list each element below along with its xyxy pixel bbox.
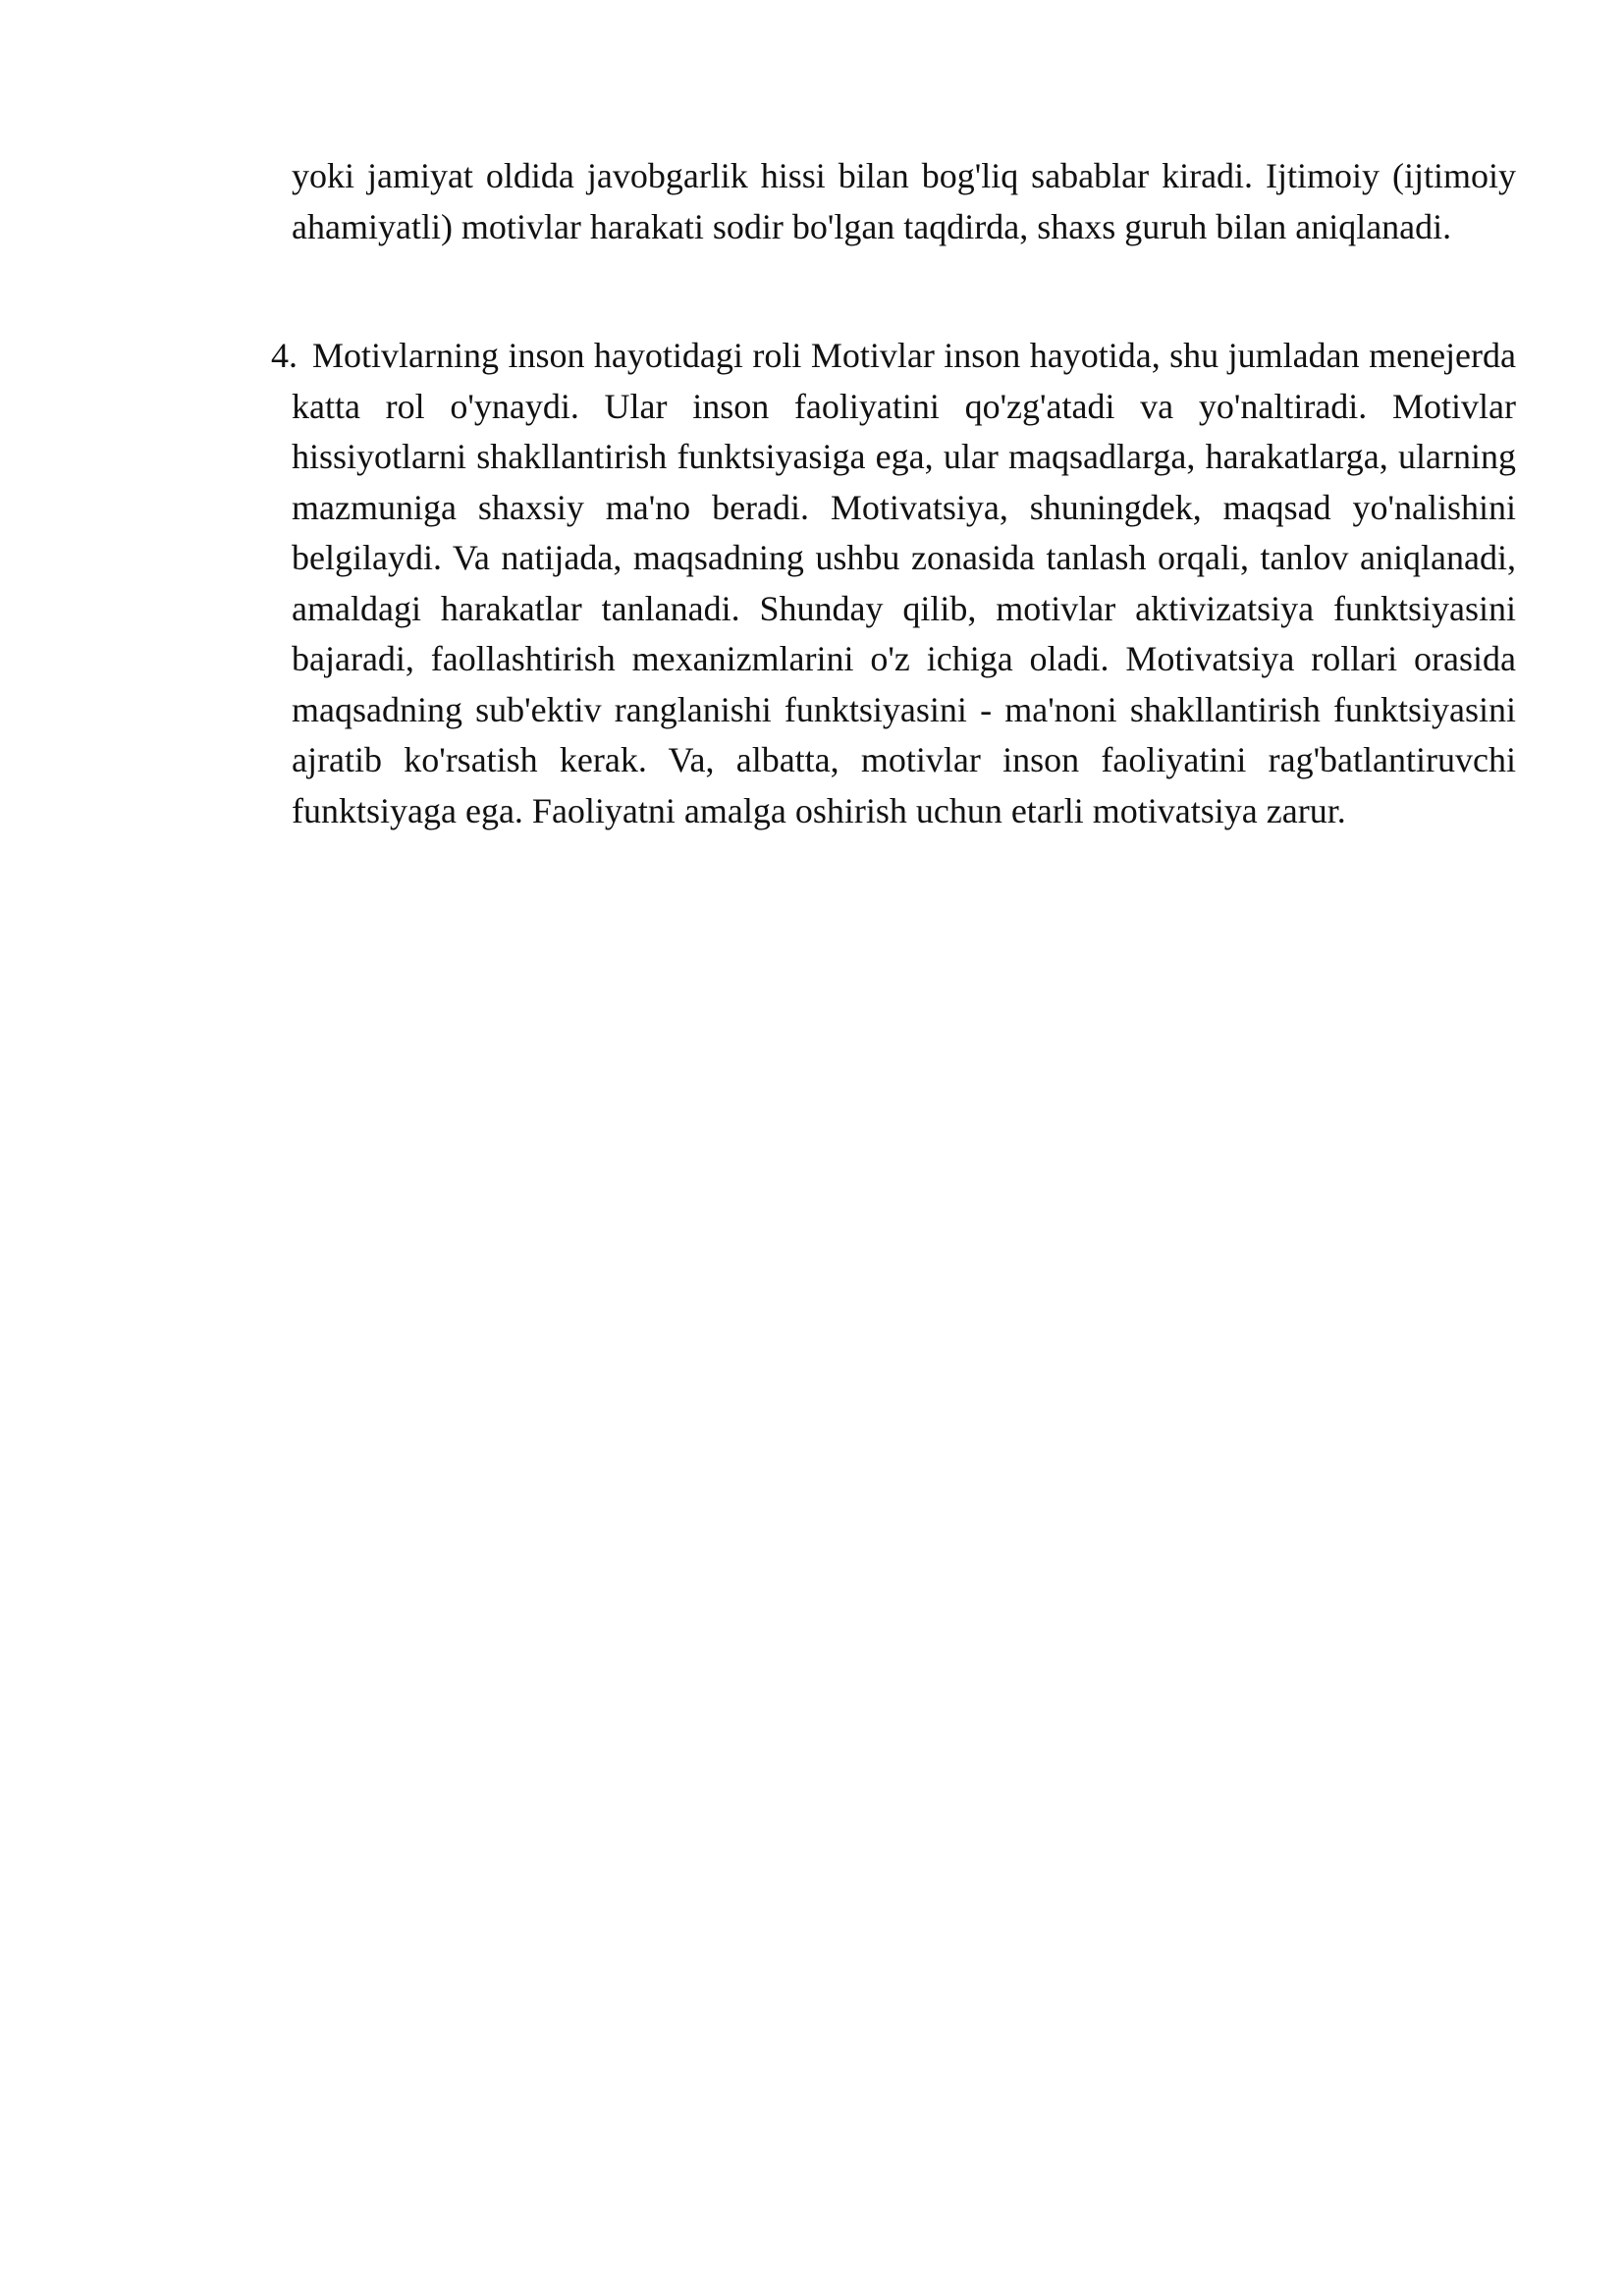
continuation-paragraph: yoki jamiyat oldida javobgarlik hissi bilan bog'liq sabablar kiradi. Ijtimoiy (ijtimoiy ahamiyatli) motivlar harakati sodir bo'lgan taqdirda, shaxs guruh bilan aniqlanadi. xyxy=(292,156,1516,246)
list-item-text: Motivlarning inson hayotidagi roli Motivlar inson hayotida, shu jumladan menejerda katta rol o'ynaydi. Ular inson faoliyatini qo'zg'atadi va yo'naltiradi. Motivlar hissiyotlarni shakllantirish funktsiyasiga ega, ular maqsadlarga, harakatlarga, ularning mazmuniga shaxsiy ma'no beradi. Motivatsiya, shuningdek, maqsad yo'nalishini belgilaydi. Va natijada, maqsadning ushbu zonasida tanlash orqali, tanlov aniqlanadi, amaldagi harakatlar tanlanadi. Shunday qilib, motivlar aktivizatsiya funktsiyasini bajaradi, faollashtirish mexanizmlarini o'z ichiga oladi. Motivatsiya rollari orasida maqsadning sub'ektiv ranglanishi funktsiyasini - ma'noni shakllantirish funktsiyasini ajratib ko'rsatish kerak. Va, albatta, motivlar inson faoliyatini rag'batlantiruvchi funktsiyaga ega. Faoliyatni amalga oshirish uchun etarli motivatsiya zarur. xyxy=(292,336,1516,830)
numbered-list-item: 4. Motivlarning inson hayotidagi roli Motivlar inson hayotida, shu jumladan menejerda katta rol o'ynaydi. Ular inson faoliyatini qo'zg'atadi va yo'naltiradi. Motivlar hissiyotlarni shakllantirish funktsiyasiga ega, ular maqsadlarga, harakatlarga, ularning mazmuniga shaxsiy ma'no beradi. Motivatsiya, shuningdek, maqsad yo'nalishini belgilaydi. Va natijada, maqsadning ushbu zonasida tanlash orqali, tanlov aniqlanadi, amaldagi harakatlar tanlanadi. Shunday qilib, motivlar aktivizatsiya funktsiyasini bajaradi, faollashtirish mexanizmlarini o'z ichiga oladi. Motivatsiya rollari orasida maqsadning sub'ektiv ranglanishi funktsiyasini - ma'noni shakllantirish funktsiyasini ajratib ko'rsatish kerak. Va, albatta, motivlar inson faoliyatini rag'batlantiruvchi funktsiyaga ega. Faoliyatni amalga oshirish uchun etarli motivatsiya zarur. xyxy=(271,336,1516,830)
